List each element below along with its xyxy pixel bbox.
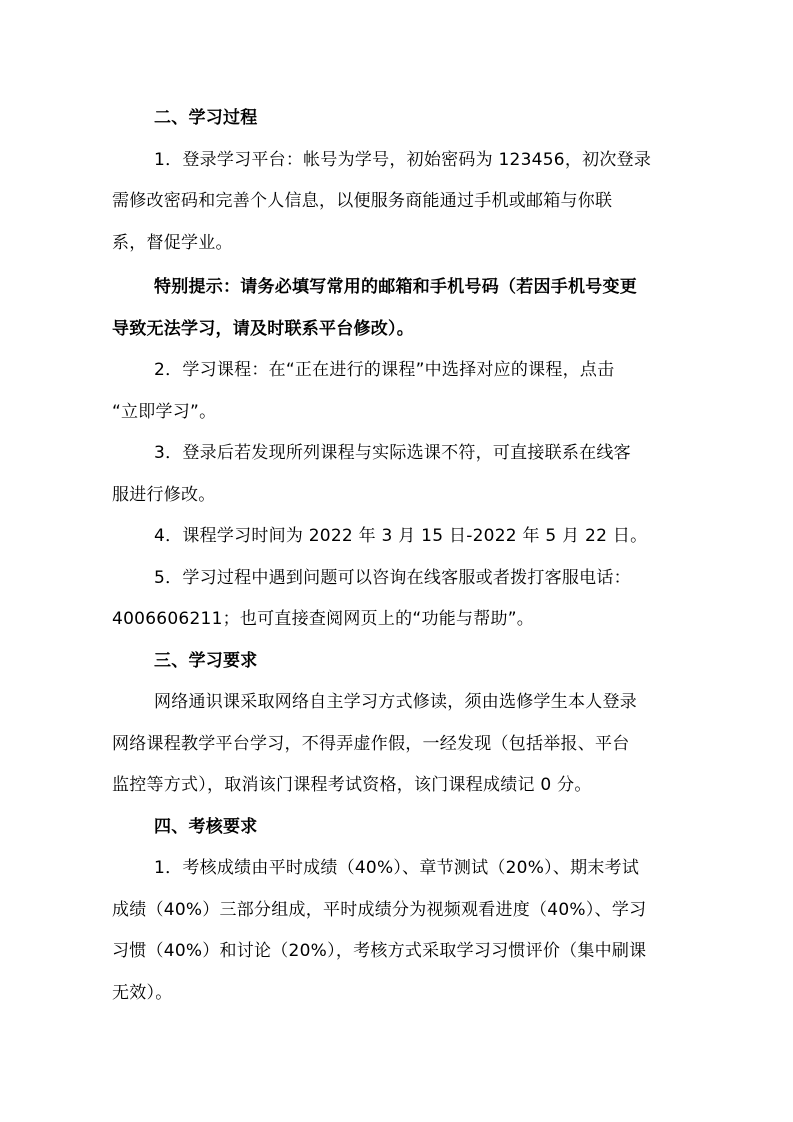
paragraph-course-mismatch (112, 433, 674, 516)
section-heading-assessment-requirements: 四、考核要求 (154, 816, 258, 837)
paragraph-online-study-rules (112, 682, 674, 807)
paragraph-login-platform (112, 140, 674, 265)
text-line: 3．登录后若发现所列课程与实际选课不符，可直接联系在线客 (154, 443, 631, 463)
document-body (112, 98, 674, 1014)
section-heading-learning-requirements: 三、学习要求 (154, 650, 258, 671)
text-line: 4．课程学习时间为 2022 年 3 月 15 日-2022 年 5 月 22 日。 (154, 526, 648, 546)
text-line: 2．学习课程：在“正在进行的课程”中选择对应的课程，点击 (154, 360, 615, 380)
text-line: 4006606211；也可直接查阅网页上的“功能与帮助”。 (112, 609, 535, 629)
text-line: 5．学习过程中遇到问题可以咨询在线客服或者拨打客服电话： (154, 567, 631, 588)
text-line: “立即学习”。 (112, 401, 217, 422)
paragraph-support-contact (112, 558, 674, 641)
text-line: 导致无法学习，请及时联系平台修改）。 (112, 318, 414, 339)
text-line: 特别提示：请务必填写常用的邮箱和手机号码（若因手机号变更 (154, 277, 637, 297)
text-line: 需修改密码和完善个人信息，以便服务商能通过手机或邮箱与你联 (112, 191, 613, 211)
paragraph-study-period (112, 516, 674, 558)
text-line: 习惯（40%）和讨论（20%），考核方式采取学习习惯评价（集中刷课 (112, 941, 647, 961)
paragraph-special-notice (112, 267, 674, 350)
text-line: 系，督促学业。 (112, 232, 233, 253)
paragraph-grade-composition (112, 848, 674, 1014)
text-line: 成绩（40%）三部分组成，平时成绩分为视频观看进度（40%）、学习 (112, 899, 647, 920)
text-line: 1．考核成绩由平时成绩（40%）、章节测试（20%）、期末考试 (154, 858, 640, 878)
text-line: 服进行修改。 (112, 484, 216, 505)
text-line: 无效）。 (112, 982, 173, 1003)
text-line: 网络通识课采取网络自主学习方式修读，须由选修学生本人登录 (154, 692, 637, 712)
text-line: 监控等方式），取消该门课程考试资格，该门课程成绩记 0 分。 (112, 775, 592, 795)
paragraph-study-course (112, 350, 674, 433)
text-line: 网络课程教学平台学习，不得弄虚作假，一经发现（包括举报、平台 (112, 733, 630, 754)
text-line: 1．登录学习平台：帐号为学号，初始密码为 123456，初次登录 (154, 149, 652, 170)
section-heading-learning-process: 二、学习过程 (154, 108, 258, 128)
